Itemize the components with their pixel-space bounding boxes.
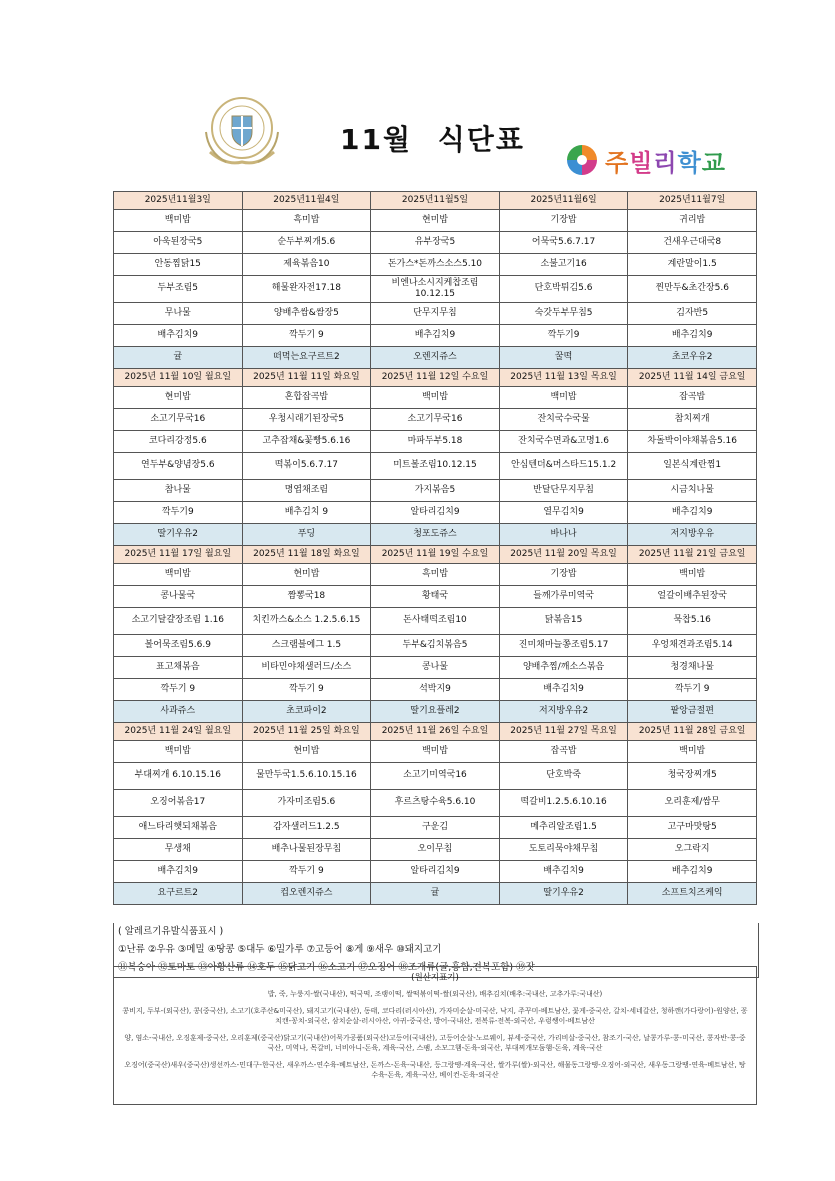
menu-row [114, 817, 757, 839]
date-cell: 2025년 11월 19일 수요일 [371, 546, 500, 564]
date-row [114, 723, 757, 741]
menu-cell: 안동찜닭15 [114, 254, 243, 276]
menu-cell: 두부조림5 [114, 276, 243, 303]
menu-cell: 연두부&양념장5.6 [114, 453, 243, 480]
snack-cell: 소프트치즈케익 [628, 883, 757, 905]
menu-cell: 코다리강정5.6 [114, 431, 243, 453]
menu-cell: 가자미조림5.6 [242, 790, 371, 817]
menu-cell: 배추나물된장무침 [242, 839, 371, 861]
menu-cell: 감자샐러드1.2.5 [242, 817, 371, 839]
school-logo-text: 주빌리학교 [605, 148, 726, 177]
origin-title: (원산지표기) [411, 973, 459, 983]
menu-cell: 떡갈비1.2.5.6.10.16 [499, 790, 628, 817]
date-cell: 2025년 11월 11일 화요일 [242, 369, 371, 387]
menu-cell: 무나물 [114, 303, 243, 325]
date-row [114, 369, 757, 387]
menu-row [114, 502, 757, 524]
menu-cell: 짬뽕국18 [242, 586, 371, 608]
menu-cell: 비타민야채샐러드/소스 [242, 657, 371, 679]
menu-cell: 콩나물국 [114, 586, 243, 608]
menu-cell: 명엽채조림 [242, 480, 371, 502]
menu-cell: 건새우근대국8 [628, 232, 757, 254]
snack-cell: 청포도쥬스 [371, 524, 500, 546]
menu-cell: 흑미밥 [371, 564, 500, 586]
menu-cell: 귀리밥 [628, 210, 757, 232]
date-row [114, 546, 757, 564]
menu-cell: 물만두국1.5.6.10.15.16 [242, 763, 371, 790]
snack-cell: 푸딩 [242, 524, 371, 546]
menu-cell: 깍두기 9 [114, 679, 243, 701]
menu-cell: 우엉채견과조림5.14 [628, 635, 757, 657]
menu-cell: 비엔나소시지케찹조림 10.12.15 [371, 276, 500, 303]
menu-cell: 안심텐더&머스타드15.1.2 [499, 453, 628, 480]
menu-cell: 시금치나물 [628, 480, 757, 502]
menu-cell: 깍두기 9 [242, 325, 371, 347]
school-emblem-icon [196, 92, 288, 174]
menu-row [114, 586, 757, 608]
menu-row [114, 303, 757, 325]
origin-info-box [113, 966, 757, 1105]
menu-row [114, 679, 757, 701]
menu-cell: 백미밥 [628, 741, 757, 763]
snack-cell: 딸기우유2 [114, 524, 243, 546]
date-cell: 2025년 11월 14일 금요일 [628, 369, 757, 387]
date-cell: 2025년 11월 10일 월요일 [114, 369, 243, 387]
menu-cell: 배추김치9 [499, 861, 628, 883]
menu-cell: 현미밥 [371, 210, 500, 232]
menu-cell: 배추김치9 [628, 502, 757, 524]
origin-paragraph: 밥, 죽, 누룽지-쌀(국내산), 떡국떡, 조랭이떡, 쌀떡볶이떡-쌀(외국산), 배추김치(배추:국내산, 고추가루:국내산) [267, 990, 603, 998]
menu-cell: 오징어볶음17 [114, 790, 243, 817]
menu-cell: 닭볶음15 [499, 608, 628, 635]
allergy-legend-title: ( 알레르기유발식품표시 ) [118, 926, 224, 937]
menu-cell: 돈가스*돈까스소스5.10 [371, 254, 500, 276]
date-cell: 2025년11월4일 [242, 192, 371, 210]
meal-menu-table [113, 191, 757, 905]
menu-cell: 현미밥 [242, 741, 371, 763]
menu-row [114, 387, 757, 409]
menu-cell: 오이무침 [371, 839, 500, 861]
menu-cell: 참나물 [114, 480, 243, 502]
menu-cell: 소고기달걀장조림 1.16 [114, 608, 243, 635]
menu-cell: 혼합잡곡밥 [242, 387, 371, 409]
menu-cell: 애느타리햇되채볶음 [114, 817, 243, 839]
menu-cell: 구운김 [371, 817, 500, 839]
menu-cell: 배추김치9 [499, 679, 628, 701]
menu-cell: 김자반5 [628, 303, 757, 325]
snack-cell: 저지방우유2 [499, 701, 628, 723]
page-title: 11월 식단표 [340, 123, 525, 156]
menu-cell: 소불고기16 [499, 254, 628, 276]
menu-cell: 청경채나물 [628, 657, 757, 679]
date-cell: 2025년 11월 27일 목요일 [499, 723, 628, 741]
menu-cell: 백미밥 [114, 564, 243, 586]
menu-cell: 황태국 [371, 586, 500, 608]
menu-cell: 단호박죽 [499, 763, 628, 790]
snack-row [114, 347, 757, 369]
menu-row [114, 480, 757, 502]
snack-row [114, 883, 757, 905]
menu-row [114, 861, 757, 883]
menu-cell: 일본식계란찜1 [628, 453, 757, 480]
menu-cell: 계란말이1.5 [628, 254, 757, 276]
menu-cell: 소고기미역국16 [371, 763, 500, 790]
snack-cell: 딸기우유2 [499, 883, 628, 905]
menu-cell: 고추잡채&꽃빵5.6.16 [242, 431, 371, 453]
snack-row [114, 524, 757, 546]
menu-cell: 진미채마늘쫑조림5.17 [499, 635, 628, 657]
menu-cell: 백미밥 [628, 564, 757, 586]
menu-cell: 어묵국5.6.7.17 [499, 232, 628, 254]
menu-cell: 양배추쌈&쌈장5 [242, 303, 371, 325]
menu-cell: 부대찌개 6.10.15.16 [114, 763, 243, 790]
origin-paragraph: 오징어(중국산)새우(중국산)생선까스-민대구-한국산, 새우까스-연수육-베트남산, 돈까스-돈육-국내산, 등그랑땡-계육-국산, 쌀가루(쌀)-외국산, 해물동그랑땡-오징어-외국산, 새우동그랑땡-연육-베트남산, 탕수육-돈육, 계육-국산, 베이컨-돈육-외국산 [124, 1060, 746, 1079]
menu-cell: 돈사태떡조림10 [371, 608, 500, 635]
menu-cell: 순두부찌개5.6 [242, 232, 371, 254]
snack-cell: 꿀떡 [499, 347, 628, 369]
menu-cell: 알타리김치9 [371, 861, 500, 883]
menu-cell: 유부장국5 [371, 232, 500, 254]
menu-row [114, 409, 757, 431]
menu-cell: 깍두기 9 [628, 679, 757, 701]
menu-cell: 현미밥 [114, 387, 243, 409]
menu-cell: 기장밥 [499, 210, 628, 232]
date-cell: 2025년11월6일 [499, 192, 628, 210]
snack-cell: 컵오렌지쥬스 [242, 883, 371, 905]
date-cell: 2025년 11월 17일 월요일 [114, 546, 243, 564]
date-row [114, 192, 757, 210]
menu-cell: 잡곡밥 [499, 741, 628, 763]
menu-cell: 오리훈제/쌈무 [628, 790, 757, 817]
menu-cell: 콩나물 [371, 657, 500, 679]
page-header [0, 0, 835, 190]
menu-row [114, 431, 757, 453]
menu-cell: 단무지무침 [371, 303, 500, 325]
menu-cell: 열무김치9 [499, 502, 628, 524]
menu-cell: 백미밥 [114, 210, 243, 232]
menu-cell: 배추김치9 [114, 861, 243, 883]
menu-cell: 우청시래기된장국5 [242, 409, 371, 431]
date-cell: 2025년 11월 28일 금요일 [628, 723, 757, 741]
menu-cell: 백미밥 [114, 741, 243, 763]
date-cell: 2025년 11월 20일 목요일 [499, 546, 628, 564]
snack-cell: 초코파이2 [242, 701, 371, 723]
menu-cell: 배추김치9 [114, 325, 243, 347]
menu-row [114, 741, 757, 763]
date-cell: 2025년 11월 25일 화요일 [242, 723, 371, 741]
menu-cell: 표고채볶음 [114, 657, 243, 679]
allergy-legend-line: ①난류 ②우유 ③메밀 ④땅콩 ⑤대두 ⑥밀가루 ⑦고등어 ⑧게 ⑨새우 ⑩돼지고기 [118, 944, 442, 955]
snack-cell: 바나나 [499, 524, 628, 546]
menu-cell: 들깨가루미역국 [499, 586, 628, 608]
menu-cell: 현미밥 [242, 564, 371, 586]
menu-row [114, 839, 757, 861]
menu-cell: 잡곡밥 [628, 387, 757, 409]
date-cell: 2025년 11월 18일 화요일 [242, 546, 371, 564]
snack-cell: 팥앙금절편 [628, 701, 757, 723]
menu-row [114, 790, 757, 817]
date-cell: 2025년11월7일 [628, 192, 757, 210]
menu-row [114, 608, 757, 635]
allergy-legend-line: ⑪복숭아 ⑫토마토 ⑬아황산류 ⑭호두 ⑮닭고기 ⑯소고기 ⑰오징어 ⑱조개류(굴,홍합,전복포함) ⑲잣 [118, 962, 535, 973]
menu-row [114, 276, 757, 303]
menu-cell: 흑미밥 [242, 210, 371, 232]
menu-cell: 고구마맛탕5 [628, 817, 757, 839]
snack-cell: 오렌지쥬스 [371, 347, 500, 369]
menu-row [114, 210, 757, 232]
menu-cell: 잔치국수면과&고명1.6 [499, 431, 628, 453]
menu-cell: 마파두부5.18 [371, 431, 500, 453]
menu-row [114, 564, 757, 586]
menu-cell: 숙갓두부무침5 [499, 303, 628, 325]
menu-cell: 찐만두&초간장5.6 [628, 276, 757, 303]
menu-cell: 청국장찌개5 [628, 763, 757, 790]
menu-cell: 해물완자전17.18 [242, 276, 371, 303]
menu-cell: 후르츠탕수육5.6.10 [371, 790, 500, 817]
snack-cell: 요구르트2 [114, 883, 243, 905]
menu-cell: 깍두기 9 [242, 861, 371, 883]
date-cell: 2025년 11월 26일 수요일 [371, 723, 500, 741]
menu-cell: 스크램블에그 1.5 [242, 635, 371, 657]
menu-cell: 석박지9 [371, 679, 500, 701]
snack-cell: 초코우유2 [628, 347, 757, 369]
date-cell: 2025년 11월 13일 목요일 [499, 369, 628, 387]
menu-cell: 기장밥 [499, 564, 628, 586]
school-logo-icon [565, 143, 599, 177]
menu-cell: 미트볼조림10.12.15 [371, 453, 500, 480]
origin-paragraph: 양, 염소-국내산, 오징훈제-중국산, 오리훈제(중국산)닭고기(국내산)어묵가공품(외국산)고등어(국내산), 고등어순살-노르웨이, 뷰세-중국산, 가리비살-중국산, 참조기-국산, 날콩가루-콩-미국산, 콩자반-콩-중국산, 미역나, 목갈비, 너비아니-돈육, 계육-국산, 스팸, 소모그햄-돈육-외국산, 부대찌개모둠햄-돈육, 계육-국산 [124, 1033, 746, 1052]
menu-cell: 아욱된장국5 [114, 232, 243, 254]
menu-cell: 가지볶음5 [371, 480, 500, 502]
school-logo [565, 143, 726, 177]
menu-cell: 소고기무국16 [114, 409, 243, 431]
menu-row [114, 657, 757, 679]
snack-row [114, 701, 757, 723]
menu-cell: 참치찌개 [628, 409, 757, 431]
date-cell: 2025년11월5일 [371, 192, 500, 210]
menu-cell: 배추김치9 [371, 325, 500, 347]
menu-cell: 백미밥 [371, 387, 500, 409]
menu-cell: 볼어묵조림5.6.9 [114, 635, 243, 657]
menu-cell: 배추김치 9 [242, 502, 371, 524]
origin-paragraph: 콩비지, 두부-(외국산), 콩(중국산), 소고기(호주산&미국산), 돼지고기(국내산), 동태, 코다리(러시아산), 가자미순살-미국산, 낙지, 주꾸미-베트남산, 꽃게-중국산, 갈치-세네갈산, 청하깬(가다랑어)-원양산, 꽁치캔-꽁치-외국산, 삼치순살-러시아산, 아귀-중국산, 방어-국내산, 전복류-전복-외국산, 우렁쌩이-베트남산 [122, 1006, 748, 1025]
menu-cell: 차돌박이야채볶음5.16 [628, 431, 757, 453]
menu-cell: 소고기무국16 [371, 409, 500, 431]
menu-cell: 백미밥 [371, 741, 500, 763]
date-cell: 2025년 11월 21일 금요일 [628, 546, 757, 564]
menu-cell: 묵찹5.16 [628, 608, 757, 635]
menu-cell: 깍두기 9 [242, 679, 371, 701]
menu-cell: 단호박튀김5.6 [499, 276, 628, 303]
snack-cell: 사과쥬스 [114, 701, 243, 723]
menu-cell: 양배추찜/깨소스볶음 [499, 657, 628, 679]
menu-cell: 배추김치9 [628, 325, 757, 347]
menu-cell: 두부&김치볶음5 [371, 635, 500, 657]
snack-cell: 저지방우유 [628, 524, 757, 546]
menu-row [114, 635, 757, 657]
menu-row [114, 453, 757, 480]
menu-cell: 깍두기9 [114, 502, 243, 524]
menu-row [114, 232, 757, 254]
menu-row [114, 254, 757, 276]
menu-row [114, 325, 757, 347]
menu-cell: 배추김치9 [628, 861, 757, 883]
menu-cell: 치킨까스&소스 1.2.5.6.15 [242, 608, 371, 635]
menu-cell: 오그락지 [628, 839, 757, 861]
menu-cell: 메추리알조림1.5 [499, 817, 628, 839]
menu-cell: 얼갈이배추된장국 [628, 586, 757, 608]
menu-cell: 떡볶이5.6.7.17 [242, 453, 371, 480]
date-cell: 2025년11월3일 [114, 192, 243, 210]
menu-row [114, 763, 757, 790]
snack-cell: 귤 [114, 347, 243, 369]
menu-cell: 잔치국수국물 [499, 409, 628, 431]
menu-cell: 알타리김치9 [371, 502, 500, 524]
menu-cell: 깍두기9 [499, 325, 628, 347]
menu-cell: 반달단무지무침 [499, 480, 628, 502]
menu-cell: 무생채 [114, 839, 243, 861]
menu-cell: 도토리묵야채무침 [499, 839, 628, 861]
snack-cell: 귤 [371, 883, 500, 905]
date-cell: 2025년 11월 12일 수요일 [371, 369, 500, 387]
snack-cell: 떠먹는요구르트2 [242, 347, 371, 369]
snack-cell: 딸기요플레2 [371, 701, 500, 723]
menu-cell: 제육볶음10 [242, 254, 371, 276]
date-cell: 2025년 11월 24일 월요일 [114, 723, 243, 741]
menu-cell: 백미밥 [499, 387, 628, 409]
